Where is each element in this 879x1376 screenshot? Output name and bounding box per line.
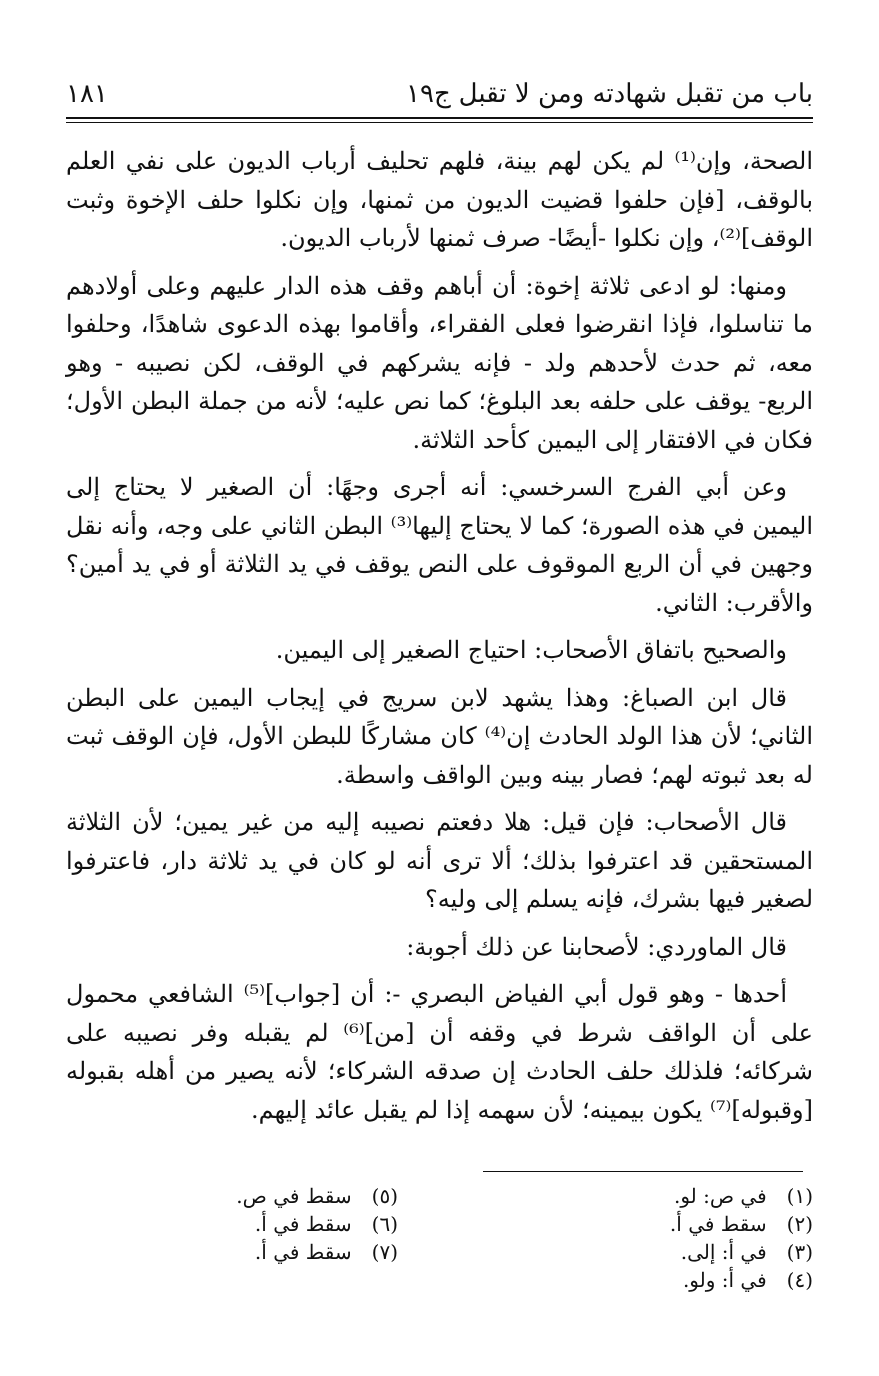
footnote-text: في أ: إلى. [680,1240,767,1264]
footnote [68,1182,398,1210]
chapter-title: باب من تقبل شهادته ومن لا تقبل [458,79,813,109]
footnote-rule [483,1171,803,1172]
header-rule-thin [66,122,813,123]
footnote [68,1238,398,1266]
footnote-text: سقط في أ. [669,1212,767,1236]
running-header [66,74,813,114]
footnote-number: (٦) [371,1212,398,1236]
footnote-text: سقط في ص. [236,1184,352,1208]
paragraph: قال ابن الصباغ: وهذا يشهد لابن سريج في إيجاب اليمين على البطن الثاني؛ لأن هذا الولد الحادث إن⁽⁴⁾ كان مشاركًا للبطن الأول، فإن الوقف ثبت له بعد ثبوته لهم؛ فصار بينه وبين الواقف واسطة. [66,683,813,789]
paragraph: قال الأصحاب: فإن قيل: هلا دفعتم نصيبه إليه من غير يمين؛ لأن الثلاثة المستحقين قد اعترفوا بذلك؛ ألا ترى أنه لو كان في يد ثلاثة دار، فاعترفوا لصغير فيها بشرك، فإنه يسلم إلى وليه؟ [66,808,813,913]
footnote [68,1210,398,1238]
paragraph: والصحيح باتفاق الأصحاب: احتياج الصغير إلى اليمين. [275,636,787,664]
footnote-number: (٥) [371,1184,398,1208]
footnote-text: سقط في أ. [254,1212,352,1236]
footnote-number: (٣) [786,1240,813,1264]
paragraph: ومنها: لو ادعى ثلاثة إخوة: أن أباهم وقف هذه الدار عليهم وعلى أولادهم ما تناسلوا، فإذا انقرضوا فعلى الفقراء، وأقاموا بهذه الدعوى شاهدًا، وحلفوا معه، ثم حدث لأحدهم ولد - فإنه يشركهم في الوقف، لكن نصيبه - وهو الربع- يوقف على حلفه بعد البلوغ؛ كما نص عليه؛ لأنه من جملة البطن الأول؛ فكان في الافتقار إلى اليمين كأحد الثلاثة. [66,271,813,454]
footnote-text: في ص: لو. [673,1184,767,1208]
footnote-number: (١) [786,1184,813,1208]
footnote-number: (٤) [786,1268,813,1292]
footnote [483,1238,813,1266]
footnote-number: (٧) [371,1240,398,1264]
paragraph: وعن أبي الفرج السرخسي: أنه أجرى وجهًا: أن الصغير لا يحتاج إلى اليمين في هذه الصورة؛ كما لا يحتاج إليها⁽³⁾ البطن الثاني على وجه، وأنه نقل وجهين في أن الربع الموقوف على النص يوقف في يد الثلاثة أو في يد أمين؟ والأقرب: الثاني. [66,473,814,617]
footnote [483,1182,813,1210]
footnote [483,1210,813,1238]
main-text [66,142,813,1138]
footnotes-column-left [68,1182,398,1266]
volume-number: ج١٩ [406,79,451,109]
footnote-text: سقط في أ. [254,1240,352,1264]
footnote [483,1266,813,1294]
footnotes-column-right [483,1182,813,1294]
header-rule [66,117,813,119]
paragraph: الصحة، وإن⁽¹⁾ لم يكن لهم بينة، فلهم تحليف أرباب الديون على نفي العلم بالوقف، [فإن حلفوا قضيت الديون من ثمنها، وإن نكلوا حلف الإخوة وثبت الوقف]⁽²⁾، وإن نكلوا -أيضًا- صرف ثمنها لأرباب الديون. [66,147,813,252]
footnote-text: في أ: ولو. [682,1268,767,1292]
paragraph: أحدها - وهو قول أبي الفياض البصري -: أن [جواب]⁽⁵⁾ الشافعي محمول على أن الواقف شرط في وقفه أن [من]⁽⁶⁾ لم يقبله وفر نصيبه على شركائه؛ فلذلك حلف الحادث إن صدقه الشركاء؛ لأنه يصير من أهله بقبوله [وقبوله]⁽⁷⁾ يكون بيمينه؛ لأن سهمه إذا لم يقبل عائد إليهم. [66,980,813,1124]
paragraph: قال الماوردي: لأصحابنا عن ذلك أجوبة: [406,932,787,961]
page-number: ١٨١ [66,79,108,109]
footnote-number: (٢) [786,1212,813,1236]
